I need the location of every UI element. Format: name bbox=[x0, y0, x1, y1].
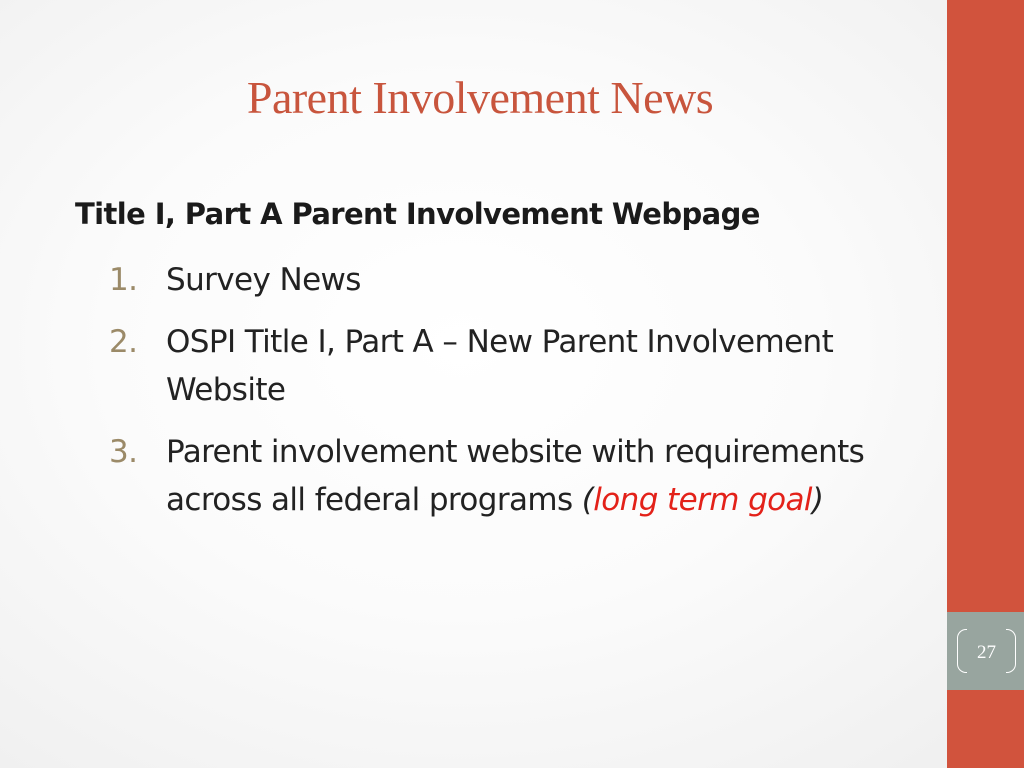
list-item-number: 1. bbox=[109, 262, 138, 298]
list-item bbox=[75, 428, 895, 524]
emphasis-text: long term goal bbox=[593, 482, 812, 518]
list-item-text: Survey News bbox=[166, 262, 361, 298]
numbered-list bbox=[75, 256, 895, 538]
subheading: Title I, Part A Parent Involvement Webpage bbox=[75, 197, 760, 231]
slide-title: Parent Involvement News bbox=[246, 72, 714, 123]
list-item-text: OSPI Title I, Part A – New Parent Involvement Website bbox=[166, 324, 834, 408]
paren-open: ( bbox=[581, 482, 594, 518]
page-number: 27 bbox=[977, 642, 996, 663]
list-item bbox=[75, 318, 895, 414]
paren-close: ) bbox=[811, 482, 824, 518]
list-item bbox=[75, 256, 895, 304]
page-number-box bbox=[947, 612, 1024, 690]
list-item-text: Parent involvement website with requirements across all federal programs bbox=[166, 434, 865, 518]
list-item-number: 3. bbox=[109, 434, 138, 470]
list-item-number: 2. bbox=[109, 324, 138, 360]
right-brace-icon bbox=[1006, 629, 1016, 673]
